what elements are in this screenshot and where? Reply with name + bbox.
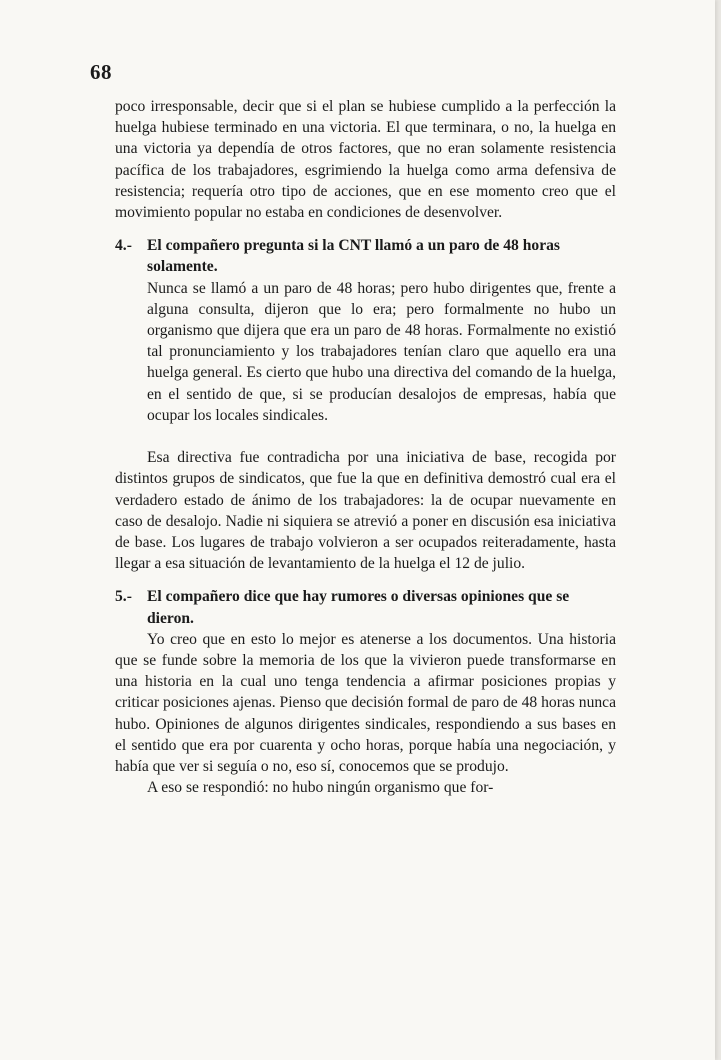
question-4 — [115, 235, 616, 277]
answer-paragraph: Nunca se llamó a un paro de 48 horas; pero hubo dirigentes que, frente a alguna consulta, dijeron que lo era; pero formalmente no hubo un organismo que dijera que era un paro de 48 horas. Formalmente no existió tal pronunciamiento y los trabajadores tenían claro que aquello era una huelga general. Es cierto que hubo una directiva del comando de la huelga, en el sentido de que, si se producían desalojos de empresas, había que ocupar los locales sindicales. — [147, 279, 616, 424]
question-number: 5.- — [115, 588, 132, 606]
question-5 — [115, 586, 616, 628]
question-number: 4.- — [115, 237, 132, 255]
paragraph: poco irresponsable, decir que si el plan se hubiese cumplido a la perfección la huelga hubiese terminado en una victoria. El que terminara, o no, la huelga en una victoria ya dependía de otros factores, que no eran solamente resistencia pacífica de los trabajadores, esgrimiendo la huelga como arma defensiva de resistencia; requería otro tipo de acciones, que en ese momento creo que el movimiento popular no estaba en condiciones de desenvolver. — [115, 98, 616, 222]
answer-paragraph: Esa directiva fue contradicha por una iniciativa de base, recogida por distintos grupos de sindicatos, que fue la que en definitiva demostró cual era el verdadero estado de ánimo de los trabajadores: la de ocupar nuevamente en caso de desalojo. Nadie ni siquiera se atrevió a poner en discusión esa iniciativa de base. Los lugares de trabajo volvieron a ser ocupados reiteradamente, hasta llegar a esa situación de levantamiento de la huelga el 12 de julio. — [115, 449, 616, 573]
page-body — [115, 96, 616, 799]
answer-paragraph: Yo creo que en esto lo mejor es atenerse a los documentos. Una historia que se funde sobre la memoria de los que la vivieron puede transformarse en una historia en la cual uno tenga tendencia a afirmar posiciones propias y criticar posiciones ajenas. Pienso que decisión formal de paro de 48 horas nunca hubo. Opiniones de algunos dirigentes sindicales, respondiendo a sus bases en el sentido que era por cuarenta y ocho horas, porque había una negociación, y había que ver si seguía o no, eso sí, conocemos que se produjo. — [115, 630, 617, 776]
question-text: El compañero pregunta si la CNT llamó a un paro de 48 horas solamente. — [147, 237, 560, 276]
question-text: El compañero dice que hay rumores o diversas opiniones que se dieron. — [147, 588, 570, 627]
answer-paragraph: A eso se respondió: no hubo ningún organismo que for- — [147, 779, 494, 797]
answer-paragraph — [147, 426, 616, 447]
page-number: 68 — [90, 60, 112, 84]
